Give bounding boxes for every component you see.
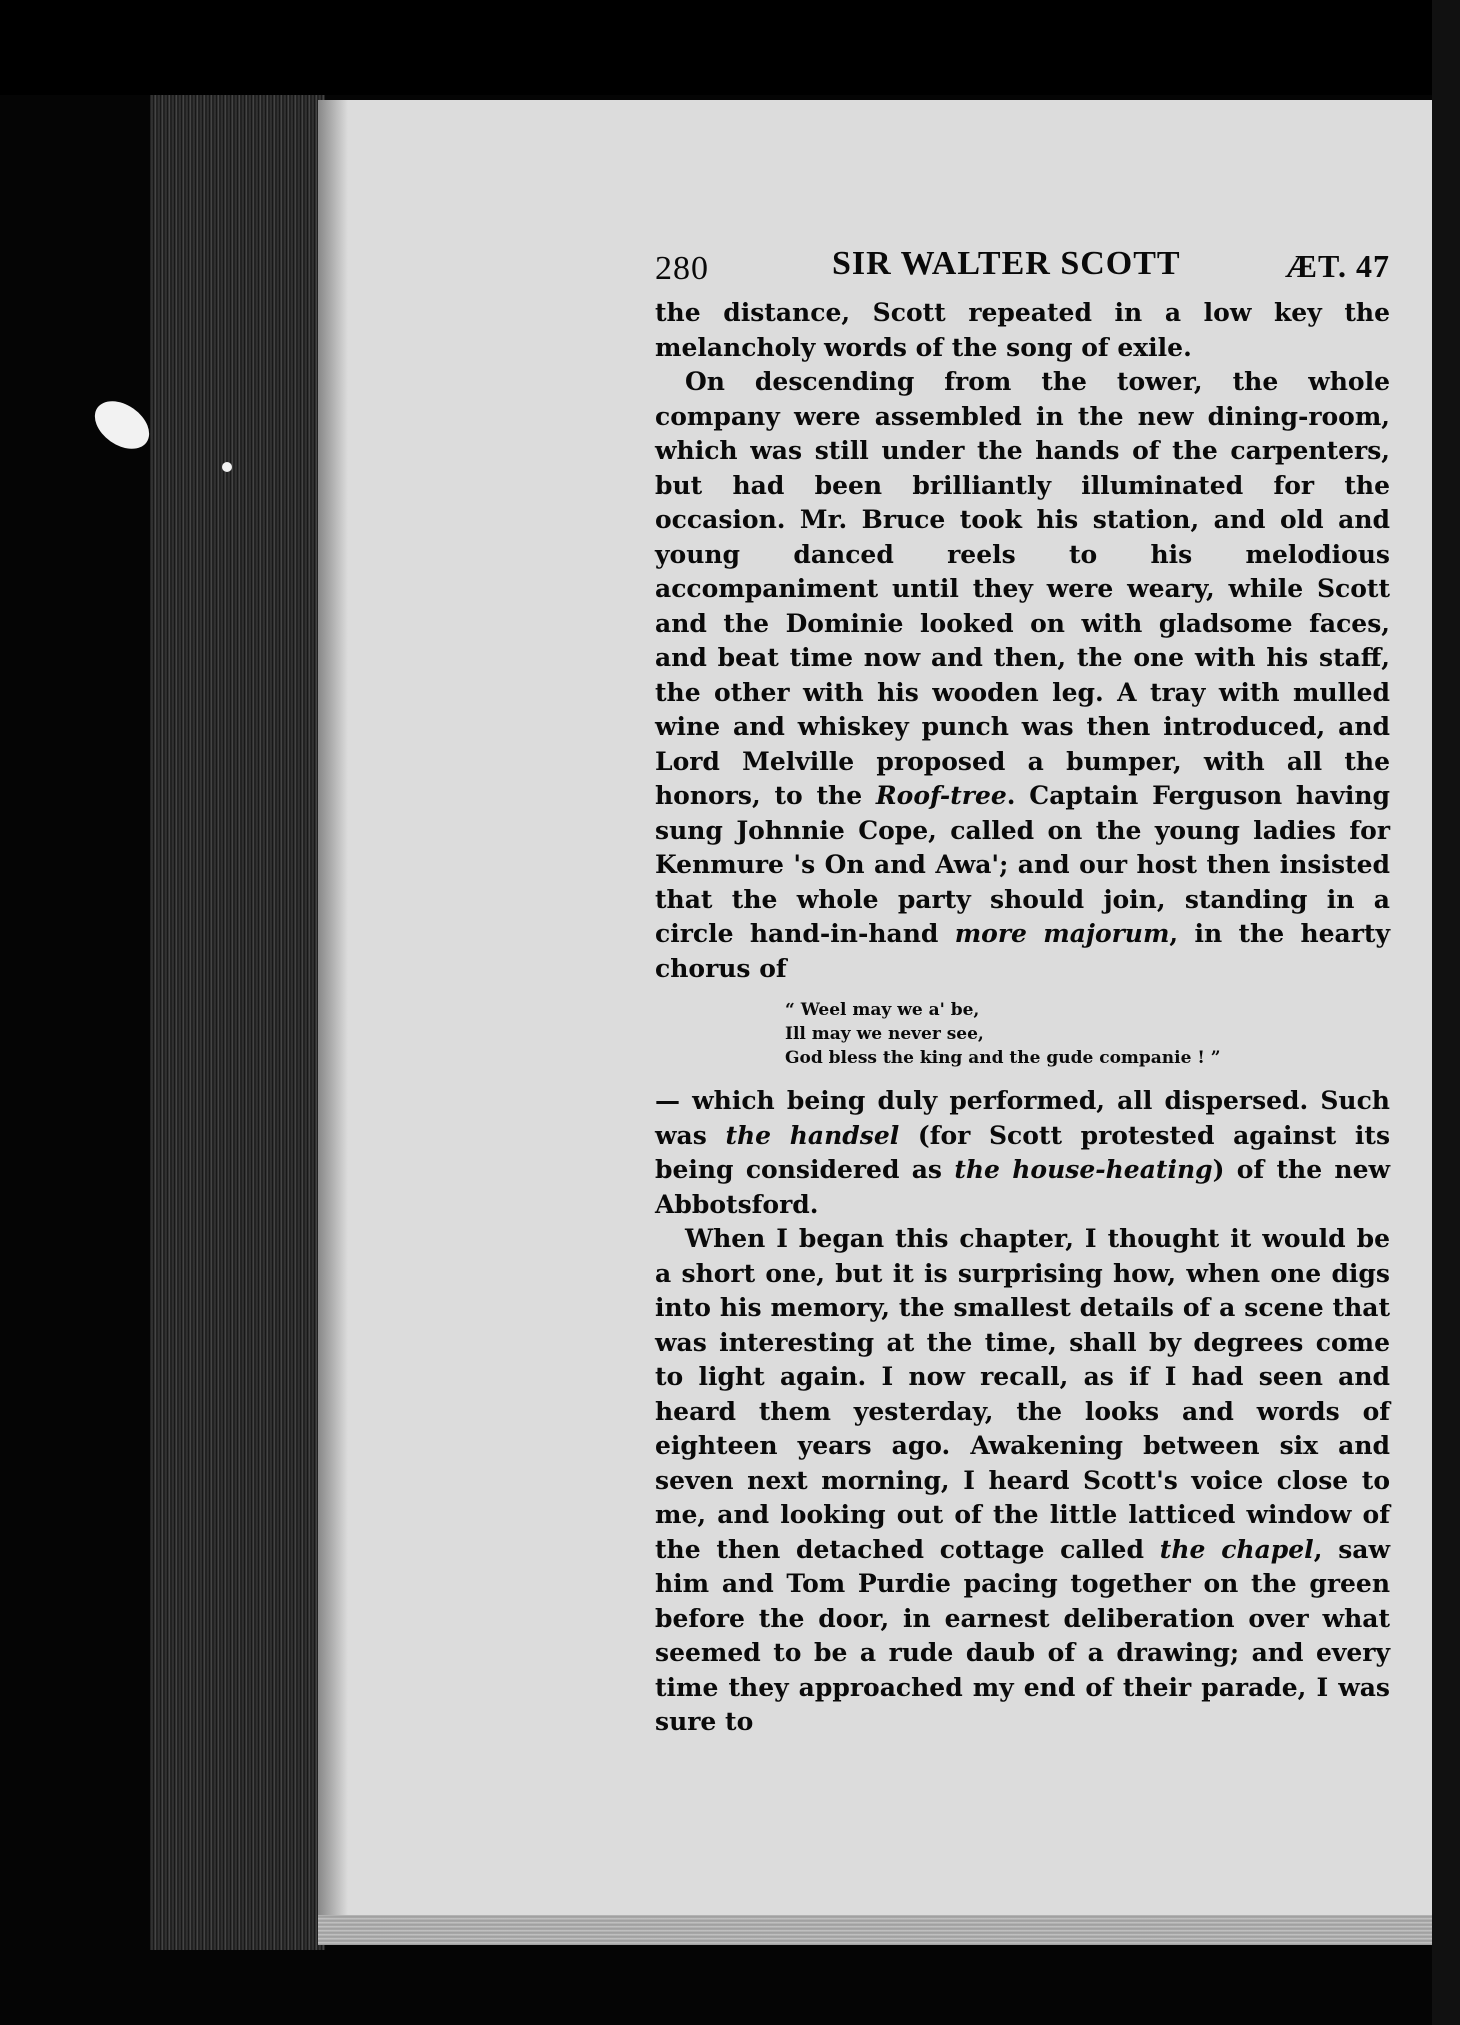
paragraph — [655, 365, 1390, 986]
running-title: SIR WALTER SCOTT — [832, 245, 1181, 282]
text-segment: On descending from the tower, the whole company were assembled in the new dining-room, which was still under the hands of the carpenters, but had been brilliantly illuminated for the occasion. Mr. Bruce took his station, and old and young danced reels to his melodious accompaniment until they were weary, while Scott and the Dominie looked on with gladsome faces, and beat time now and then, the one with his staff, the other with his wooden leg. A tray with mulled wine and whiskey punch was then introduced, and Lord Melville proposed a bumper, with all the honors, to the — [655, 367, 1390, 810]
page-number: 280 — [655, 250, 709, 287]
verse-line: God bless the king and the gude companie ! ” — [785, 1048, 1221, 1068]
text-segment: . Captain Ferguson having sung Johnnie Cope, called on the young ladies for Kenmure 's On and Awa'; and our host then insisted that the whole party should join, standing in a circle hand-in-hand — [655, 781, 1390, 948]
speck-mark — [222, 462, 232, 472]
text-segment: (for Scott protested against its being considered as — [655, 1120, 1391, 1184]
verse-line: Ill may we never see, — [785, 1024, 984, 1044]
text-segment: , in the hearty chorus of — [655, 919, 1390, 983]
text-segment: the distance, Scott repeated in a low key the melancholy words of the song of exile. — [655, 298, 1390, 362]
text-segment: ) of the new Abbotsford. — [655, 1155, 1390, 1219]
book-bottom-edge — [318, 1915, 1460, 1945]
verse-line: “ Weel may we a' be, — [785, 1000, 980, 1020]
running-header — [655, 240, 1390, 296]
italic-segment: the chapel — [1159, 1534, 1314, 1564]
text-segment: , saw him and Tom Purdie pacing together on the green before the door, in earnest deliberation over what seemed to be a rude daub of a drawing; and every time they approached my end of their parade, I was sure to — [655, 1534, 1390, 1736]
scan-border-top — [0, 0, 1460, 95]
age-marker: ÆT. 47 — [1285, 248, 1390, 284]
gutter-shadow — [318, 100, 348, 1940]
scan-border-right — [1432, 0, 1460, 2025]
speck-mark — [86, 391, 158, 458]
italic-segment: more majorum — [954, 919, 1170, 948]
paragraph — [655, 296, 1390, 365]
paragraph — [655, 1222, 1390, 1740]
italic-segment: the handsel — [725, 1120, 900, 1150]
book-page-edges — [150, 95, 325, 1950]
text-segment: When I began this chapter, I thought it would be a short one, but it is surprising how, when one digs into his memory, the smallest details of a scene that was interesting at the time, shall by degrees come to light again. I now recall, as if I had seen and heard them yesterday, the looks and words of eighteen years ago. Awakening between six and seven next morning, I heard Scott's voice close to me, and looking out of the little latticed window of the then detached cottage called — [655, 1224, 1390, 1564]
italic-segment: the house-heating — [954, 1155, 1213, 1184]
italic-segment: Roof-tree — [875, 781, 1007, 810]
verse-quote — [785, 998, 1390, 1070]
text-segment: — which being duly performed, all dispersed. Such was — [655, 1086, 1390, 1150]
paragraph — [655, 1084, 1390, 1222]
page-content — [655, 240, 1390, 1740]
